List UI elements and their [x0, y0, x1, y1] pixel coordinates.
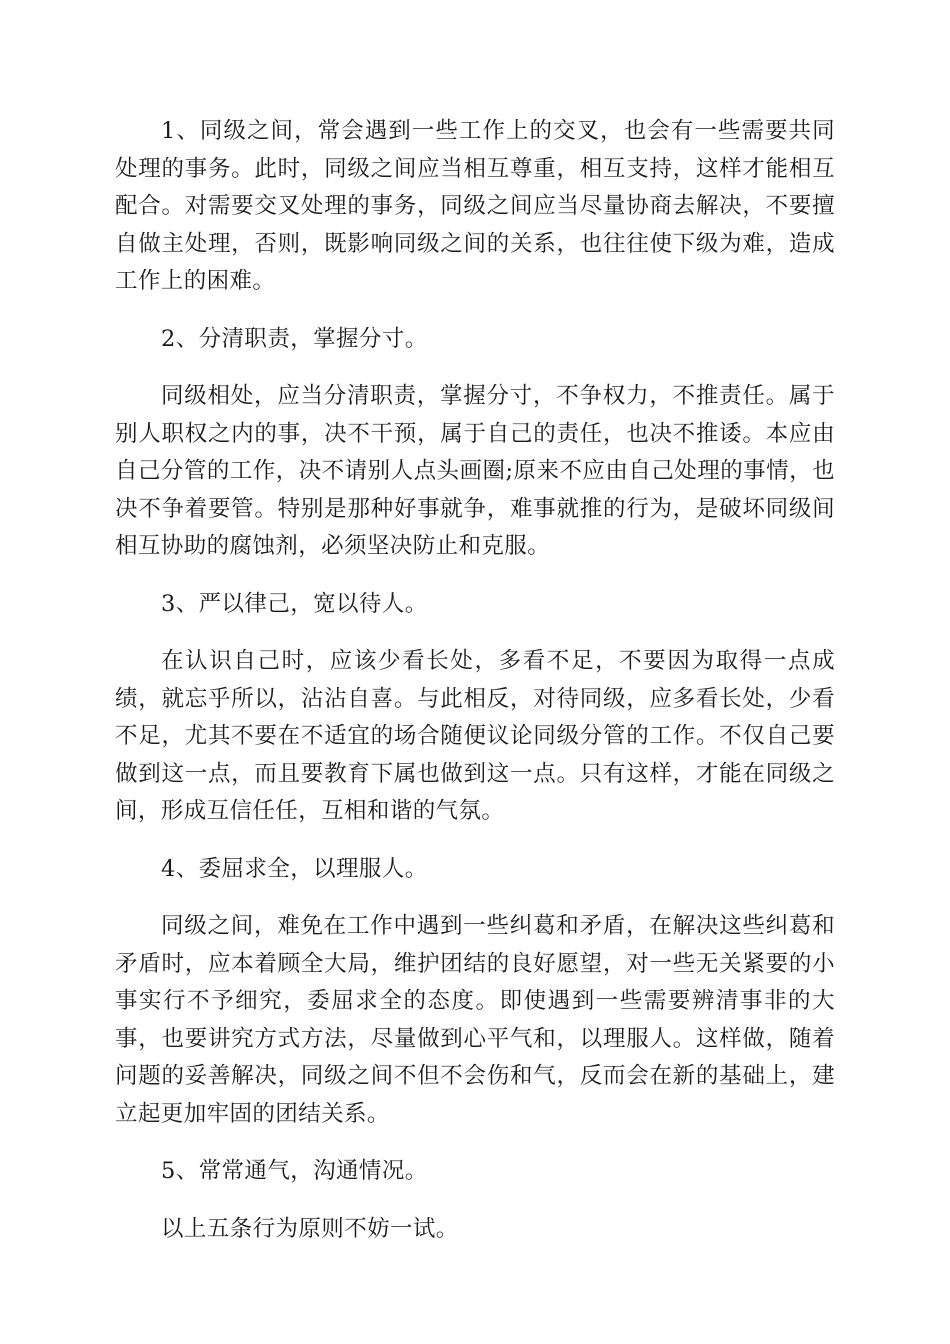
- paragraph-3: 在认识自己时，应该少看长处，多看不足，不要因为取得一点成绩，就忘乎所以，沾沾自喜。与此相反，对待同级，应多看长处，少看不足，尤其不要在不适宜的场合随便议论同级分管的工作。不仅自己要做到这一点，而且要教育下属也做到这一点。只有这样，才能在同级之间，形成互信任任，互相和谐的气氛。: [115, 648, 835, 824]
- paragraph-2: 同级相处，应当分清职责，掌握分寸，不争权力，不推责任。属于别人职权之内的事，决不干预，属于自己的责任，也决不推诿。本应由自己分管的工作，决不请别人点头画圈;原来不应由自己处理的事情，也决不争着要管。特别是那种好事就争，难事就推的行为，是破坏同级间相互协助的腐蚀剂，必须坚决防止和克服。: [115, 383, 835, 559]
- paragraph-4: 同级之间，难免在工作中遇到一些纠葛和矛盾，在解决这些纠葛和矛盾时，应本着顾全大局，维护团结的良好愿望，对一些无关紧要的小事实行不予细究，委屈求全的态度。即使遇到一些需要辨清事非的大事，也要讲究方式方法，尽量做到心平气和，以理服人。这样做，随着问题的妥善解决，同级之间不但不会伤和气，反而会在新的基础上，建立起更加牢固的团结关系。: [115, 913, 835, 1127]
- closing-paragraph: 以上五条行为原则不妨一试。: [161, 1215, 459, 1242]
- heading-4: 4、委屈求全，以理服人。: [161, 855, 428, 882]
- heading-3: 3、严以律己，宽以待人。: [161, 590, 428, 617]
- document-body: [115, 113, 835, 1268]
- heading-5: 5、常常通气，沟通情况。: [161, 1158, 428, 1184]
- heading-2: 2、分清职责，掌握分寸。: [161, 325, 428, 352]
- paragraph-1: 1、同级之间，常会遇到一些工作上的交叉，也会有一些需要共同处理的事务。此时，同级之间应当相互尊重，相互支持，这样才能相互配合。对需要交叉处理的事务，同级之间应当尽量协商去解决，不要擅自做主处理，否则，既影响同级之间的关系，也往往使下级为难，造成工作上的困难。: [115, 118, 835, 294]
